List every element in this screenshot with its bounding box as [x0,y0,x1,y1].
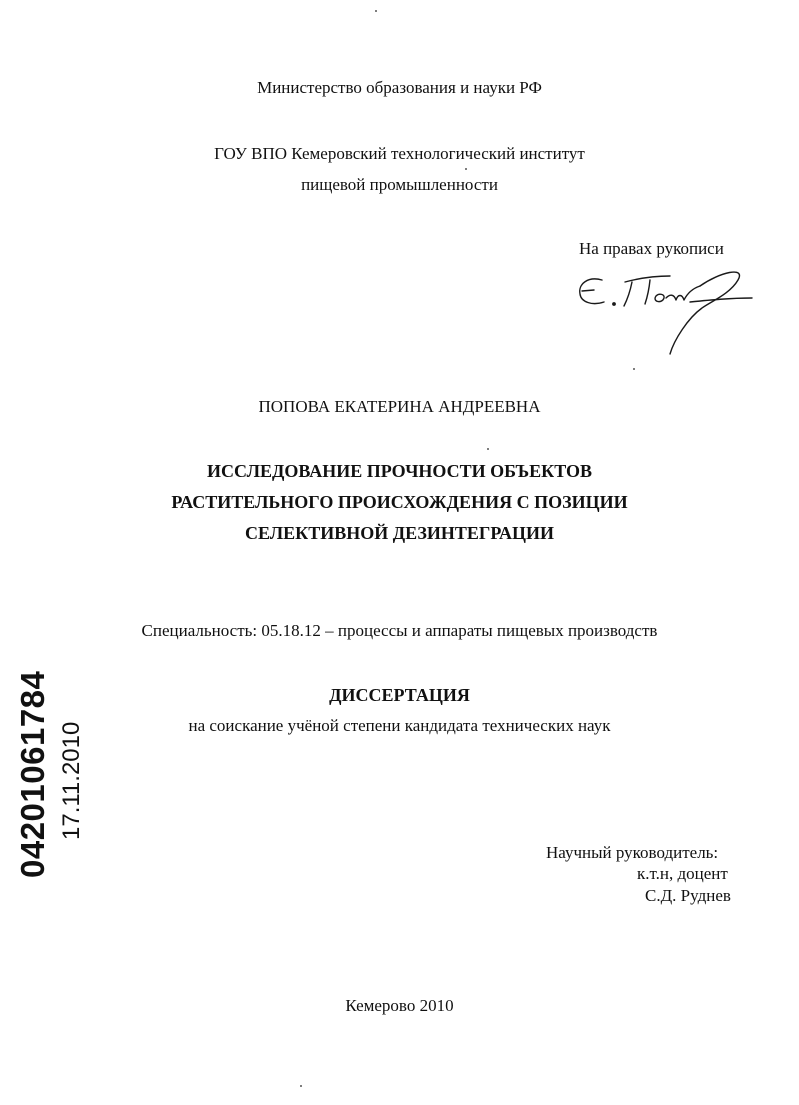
scan-speck [300,1085,302,1087]
scan-speck [487,448,489,450]
supervisor-rank: к.т.н, доцент [637,864,728,883]
supervisor-label: Научный руководитель: [546,843,719,862]
city-year: Кемерово 2010 [345,996,454,1015]
degree-line: на соискание учёной степени кандидата технических наук [188,716,611,735]
institution-line-2: пищевой промышленности [301,175,498,194]
signature-image [570,262,760,362]
title-line-3: СЕЛЕКТИВНОЙ ДЕЗИНТЕГРАЦИИ [244,523,555,543]
scan-speck [375,10,377,12]
ministry-line: Министерство образования и науки РФ [257,78,542,97]
scan-speck [465,168,467,170]
institution-line-1: ГОУ ВПО Кемеровский технологический институт [214,144,585,163]
document-type: ДИССЕРТАЦИЯ [329,685,470,705]
stamp-date: 17.11.2010 [58,721,85,840]
author-name: ПОПОВА ЕКАТЕРИНА АНДРЕЕВНА [258,397,541,416]
title-line-1: ИССЛЕДОВАНИЕ ПРОЧНОСТИ ОБЪЕКТОВ [207,461,592,481]
supervisor-name: С.Д. Руднев [645,886,731,905]
manuscript-note: На правах рукописи [579,239,724,258]
stamp-number: 04201061784 [14,670,51,878]
title-line-2: РАСТИТЕЛЬНОГО ПРОИСХОЖДЕНИЯ С ПОЗИЦИИ [171,492,628,512]
scan-speck [633,368,635,370]
specialty-line: Специальность: 05.18.12 – процессы и аппараты пищевых производств [141,621,658,640]
